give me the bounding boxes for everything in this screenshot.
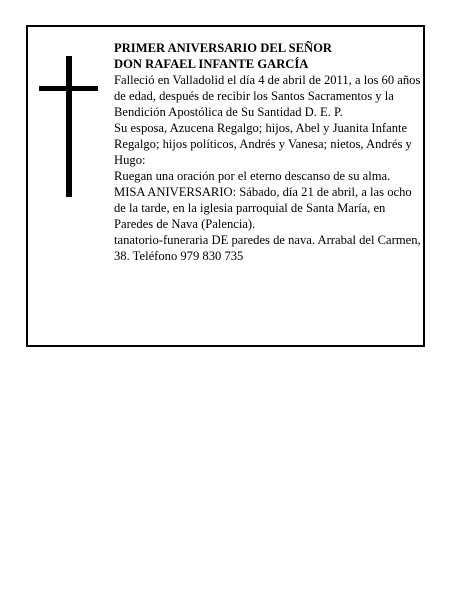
cross-vertical-bar [66,56,72,197]
prayer-request: Ruegan una oración por el eterno descanso de su alma. [114,169,391,183]
obituary-notice [26,25,425,347]
notice-title-line-1: PRIMER ANIVERSARIO DEL SEÑOR [114,41,332,55]
death-details: Falleció en Valladolid el día 4 de abril de 2011, a los 60 años de edad, después de recibir los Santos Sacramentos y la Bendición Apostólica de Su Santidad D. E. P. [114,73,421,119]
notice-text [114,40,424,264]
funeral-home-contact: tanatorio-funeraria DE paredes de nava. Arrabal del Carmen, 38. Teléfono 979 830 735 [114,233,421,263]
mass-details: MISA ANIVERSARIO: Sábado, día 21 de abril, a las ocho de la tarde, en la iglesia parroquial de Santa María, en Paredes de Nava (Palencia). [114,185,412,231]
family-list: Su esposa, Azucena Regalgo; hijos, Abel y Juanita Infante Regalgo; hijos políticos, Andrés y Vanesa; nietos, Andrés y Hugo: [114,121,412,167]
cross-horizontal-bar [39,86,98,91]
notice-title-line-2: DON RAFAEL INFANTE GARCÍA [114,57,309,71]
